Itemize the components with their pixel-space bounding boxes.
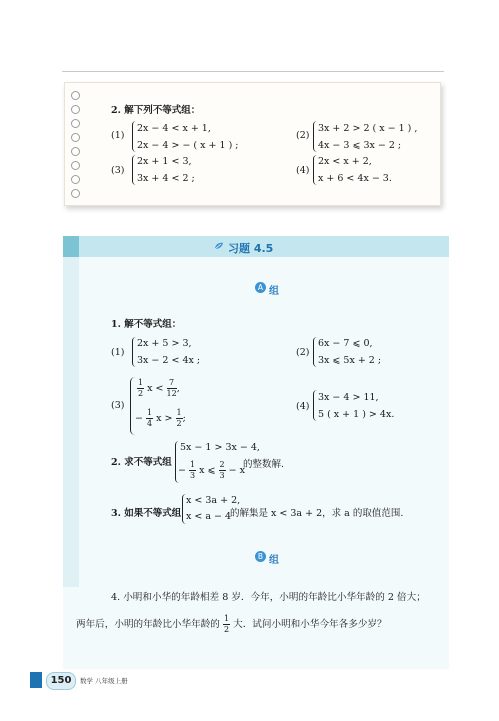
top-rule	[62, 71, 444, 72]
ex4-line1: 4. 小明和小华的年龄相差 8 岁．今年，小明的年龄比小华年龄的 2 倍大；	[111, 592, 426, 603]
fraction: $\frac{1}{4}$	[147, 408, 153, 428]
card-p1-label: (1)	[111, 130, 125, 141]
group-a-badge: A	[255, 282, 266, 293]
ex3-line2: x < a − 4	[186, 511, 232, 522]
binder-ring	[71, 119, 80, 128]
ex4-line2: 两年后，小明的年龄比小华年龄的 $\frac{1}{2}$ 大．试问小明和小华今年各多少岁？	[76, 614, 387, 634]
footer-accent	[30, 672, 42, 688]
book-title: 数学 八年级上册	[80, 677, 128, 685]
leaf-icon	[214, 242, 224, 250]
fraction: $\frac{7}{12}$	[166, 378, 177, 398]
page-number: 150	[46, 672, 76, 690]
ex1-p2-label: (2)	[296, 347, 310, 358]
fraction: $\frac{1}{2}$	[223, 614, 230, 634]
card-p4-line2: x + 6 < 4x − 3.	[318, 173, 392, 184]
ex1-p4-line1: 3x − 4 > 11,	[318, 392, 379, 403]
ex1-p2-line2: 3x ⩽ 5x + 2 ;	[318, 355, 382, 366]
card-p1-line2: 2x − 4 > − ( x + 1 ) ;	[137, 140, 239, 151]
fraction: $\frac{1}{2}$	[176, 408, 182, 428]
brace	[132, 155, 136, 185]
ex1-p4-line2: 5 ( x + 1 ) > 4x.	[318, 409, 395, 420]
card-p3-line2: 3x + 4 < 2 ;	[137, 173, 195, 184]
ex2-suffix: 的整数解.	[243, 459, 285, 470]
ex2-prefix: 2. 求不等式组	[111, 457, 172, 468]
card-p4-line1: 2x < x + 2,	[318, 156, 372, 167]
ex2-line2: − $\frac{1}{3}$ x ⩽ $\frac{2}{3}$ − x	[178, 460, 245, 480]
brace	[313, 155, 317, 185]
card-p3-label: (3)	[111, 165, 125, 176]
brace	[132, 337, 136, 367]
group-a-label: 组	[269, 286, 279, 297]
banner-accent	[63, 236, 79, 257]
ex1-title: 1. 解不等式组：	[111, 319, 182, 330]
brace	[313, 337, 317, 367]
ex1-p2-line1: 6x − 7 ⩽ 0,	[318, 338, 373, 349]
ex1-p3-row1: $\frac{1}{2}$ x < $\frac{7}{12}$ ,	[138, 378, 180, 398]
binder-ring	[71, 133, 80, 142]
group-b-label: 组	[269, 555, 279, 566]
ex3-prefix: 3. 如果不等式组	[111, 508, 182, 519]
ex1-p1-line2: 3x − 2 < 4x ;	[137, 355, 201, 366]
ex1-p1-line1: 2x + 5 > 3,	[137, 338, 192, 349]
card-p2-label: (2)	[296, 130, 310, 141]
binder-ring	[71, 147, 80, 156]
ex1-p4-label: (4)	[296, 401, 310, 412]
binder-ring	[71, 91, 80, 100]
card-p2-line2: 4x − 3 ⩽ 3x − 2 ;	[318, 140, 402, 151]
ex3-line1: x < 3a + 2,	[186, 495, 241, 506]
group-b-badge: B	[255, 551, 266, 562]
ex2-line1: 5x − 1 > 3x − 4,	[180, 442, 260, 453]
binder-ring	[71, 175, 80, 184]
ex1-p1-label: (1)	[111, 347, 125, 358]
brace	[313, 121, 317, 152]
binder-ring	[71, 161, 80, 170]
fraction: $\frac{1}{2}$	[138, 378, 144, 398]
binder-ring	[71, 189, 80, 198]
fraction: $\frac{2}{3}$	[219, 460, 225, 480]
panel-sidebar	[63, 257, 79, 587]
fraction: $\frac{1}{3}$	[190, 460, 196, 480]
card-p1-line1: 2x − 4 < x + 1,	[137, 123, 211, 134]
card-p4-label: (4)	[296, 165, 310, 176]
card-question-title: 2. 解下列不等式组：	[111, 105, 201, 116]
card-p3-line1: 2x + 1 < 3,	[137, 156, 192, 167]
card-p2-line1: 3x + 2 > 2 ( x − 1 ) ,	[318, 123, 418, 134]
binder-ring	[71, 105, 80, 114]
ex1-p3-label: (3)	[111, 400, 125, 411]
exercise-title: 习题 4.5	[228, 242, 274, 255]
ex1-p3-row2: − $\frac{1}{4}$ x > $\frac{1}{2}$ ;	[135, 408, 186, 428]
brace	[132, 121, 136, 152]
brace	[313, 390, 317, 421]
ex3-suffix: 的解集是 x < 3a + 2，求 a 的取值范围.	[230, 508, 404, 519]
